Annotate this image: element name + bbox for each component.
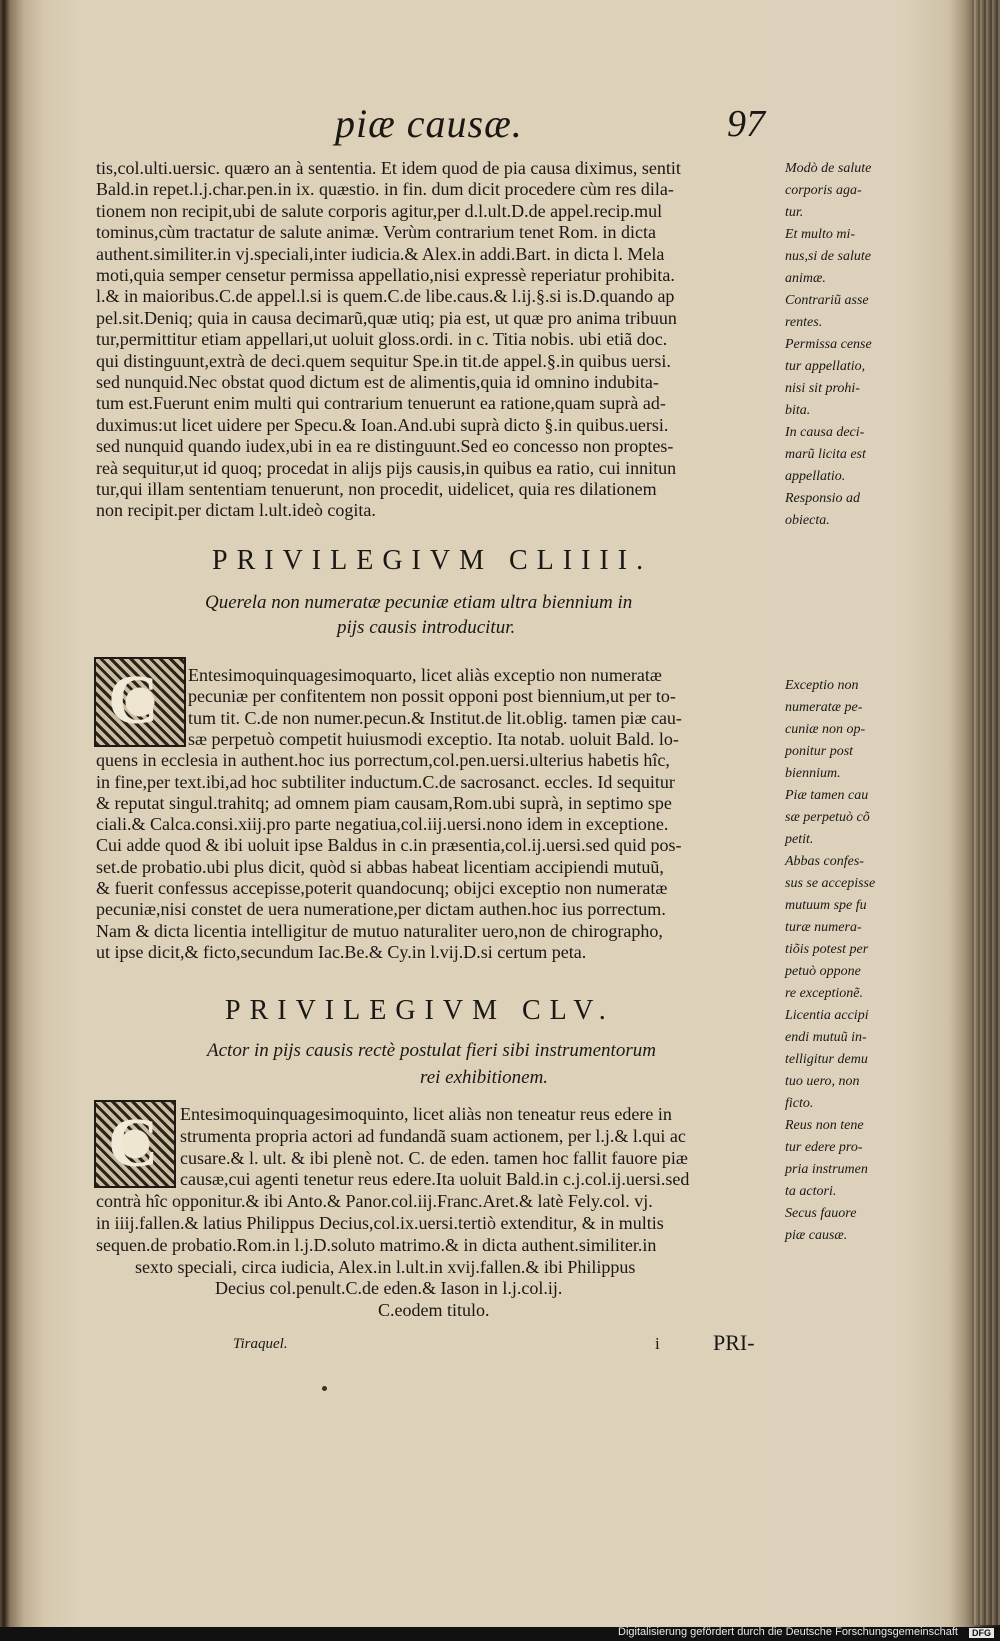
margin-note: sus se accepisse — [785, 876, 876, 891]
text-line: duximus:ut licet uidere per Specu.& Ioan.And.ubi suprà dicto §.in quibus.uersi. — [96, 414, 669, 435]
text-line: cusare.& l. ult. & ibi plenè not. C. de eden. tamen hoc fallit fauore piæ — [180, 1147, 688, 1168]
text-line: non recipit.per dictam l.ult.ideò cogita. — [96, 500, 376, 521]
text-line: in fine,per text.ibi,ad hoc subtiliter inductum.C.de sacrosanct. eccles. Id sequitur — [96, 771, 675, 792]
margin-note: biennium. — [785, 766, 841, 781]
initial-letter: C — [108, 662, 159, 739]
margin-note: sæ perpetuò cõ — [785, 810, 870, 825]
margin-note: nus,si de salute — [785, 249, 871, 264]
text-line: ciali.& Calca.consi.xiij.pro parte negatiua,col.iij.uersi.nono idem in exceptione. — [96, 814, 669, 835]
text-line: sequen.de probatio.Rom.in l.j.D.soluto matrimo.& in dicta authent.similiter.in — [96, 1234, 657, 1255]
text-line: tum tit. C.de non numer.pecun.& Institut.de lit.oblig. tamen piæ cau- — [188, 707, 682, 728]
privilegium-155-heading: PRIVILEGIVM CLV. — [225, 995, 615, 1026]
text-line: C.eodem titulo. — [378, 1300, 490, 1321]
margin-note: Exceptio non — [785, 678, 859, 693]
text-line: tur,permittitur etiam appellari,ut uoluit gloss.ordi. in c. Titia nobis. ubi etiã doc. — [96, 329, 668, 350]
margin-note: tur edere pro- — [785, 1140, 863, 1155]
margin-note: re exceptionẽ. — [785, 986, 863, 1001]
margin-note: appellatio. — [785, 469, 846, 484]
margin-note: Contrariũ asse — [785, 293, 869, 308]
text-line: reà sequitur,ut id quoq; procedat in alijs pijs causis,in quibus ea ratio, cui innitun — [96, 457, 677, 478]
margin-note: Responsio ad — [785, 491, 861, 506]
margin-note: petit. — [785, 832, 814, 847]
text-line: pel.sit.Deniq; quia in causa decimarũ,quæ utiq; pia est, ut quæ pro anima tribuun — [96, 307, 677, 328]
margin-note: Permissa cense — [785, 337, 872, 352]
text-line: causæ,cui agenti tenetur reus edere.Ita uoluit Bald.in c.j.col.ij.uersi.sed — [180, 1169, 690, 1190]
text-line: quens in ecclesia in authent.hoc ius porrectum,col.pen.uersi.ulterius habetis hîc, — [96, 750, 670, 771]
margin-note: mutuum spe fu — [785, 898, 867, 913]
text-line: pecuniæ,nisi constet de uera numeratione,per dictam authen.hoc ius porrectum. — [96, 899, 666, 920]
running-title: piæ causæ. — [335, 101, 523, 146]
margin-note: Modò de salute — [785, 161, 872, 176]
decorated-initial-c-2 — [94, 1100, 176, 1188]
margin-note: Abbas confes- — [785, 854, 864, 869]
margin-note: turæ numera- — [785, 920, 862, 935]
margin-note: Reus non tene — [785, 1118, 864, 1133]
privilegium-155-summary-line-1: Actor in pijs causis rectè postulat fieri sibi instrumentorum — [207, 1040, 656, 1061]
margin-note: Piæ tamen cau — [785, 788, 869, 803]
margin-note: rentes. — [785, 315, 823, 330]
margin-note: Et multo mi- — [785, 227, 855, 242]
margin-note: pria instrumen — [785, 1162, 868, 1177]
catchword: PRI- — [713, 1330, 755, 1355]
text-line: & reputat singul.trahitq; ad omnem piam causam,Rom.ubi suprà, in septimo spe — [96, 792, 672, 813]
privilegium-155-summary-line-2: rei exhibitionem. — [420, 1067, 549, 1088]
margin-note: cuniæ non op- — [785, 722, 866, 737]
text-line: Bald.in repet.l.j.char.pen.in ix. quæstio. in fin. dum dicit procedere cùm res dila- — [96, 179, 674, 200]
attribution-text: Digitalisierung gefördert durch die Deutsche Forschungsgemeinschaft — [618, 1626, 958, 1638]
margin-note: tuo uero, non — [785, 1074, 860, 1089]
margin-note: Secus fauore — [785, 1206, 857, 1221]
text-line: strumenta propria actori ad fundandã suam actionem, per l.j.& l.qui ac — [180, 1125, 686, 1146]
margin-note: ponitur post — [785, 744, 854, 759]
text-line: tur,qui illam sententiam tenuerunt, non procedit, uidelicet, quia res dilationem — [96, 479, 657, 499]
margin-note: In causa deci- — [785, 425, 865, 440]
margin-note: ficto. — [785, 1096, 814, 1111]
dfg-logo: DFG — [969, 1628, 994, 1638]
margin-note: endi mutuũ in- — [785, 1030, 867, 1045]
text-line: tominus,cùm tractatur de salute animæ. Verùm contrarium tenet Rom. in dicta — [96, 222, 657, 243]
sheet-mark: i — [655, 1334, 660, 1353]
text-line: in iiij.fallen.& latius Philippus Decius,col.ix.uersi.tertiò extenditur, & in multis — [96, 1213, 664, 1233]
text-line: sed nunquid quando iudex,ubi in ea re distinguunt.Sed eo concesso non proptes- — [96, 436, 674, 457]
ink-speck — [322, 1386, 327, 1391]
text-line: tionem non recipit,ubi de salute corporis agitur,per d.l.ult.D.de appel.recip.mul — [96, 200, 663, 221]
text-line: sæ perpetuò competit huiusmodi exceptio. Ita notab. uoluit Bald. lo- — [188, 728, 679, 749]
margin-note: bita. — [785, 403, 811, 418]
margin-note: numeratæ pe- — [785, 700, 863, 715]
privilegium-154-heading: PRIVILEGIVM CLIIII. — [212, 545, 653, 576]
margin-note: ta actori. — [785, 1184, 837, 1199]
text-line: contrà hîc opponitur.& ibi Anto.& Panor.col.iij.Franc.Aret.& latè Fely.col. vj. — [96, 1191, 653, 1212]
margin-note: obiecta. — [785, 513, 830, 528]
text-line: Decius col.penult.C.de eden.& Iason in l.j.col.ij. — [215, 1278, 563, 1299]
margin-note: tiõis potest per — [785, 942, 869, 957]
margin-note: piæ causæ. — [785, 1228, 848, 1243]
text-line: tum est.Fuerunt enim multi qui contrarium tenuerunt ea ratione,quam suprà ad- — [96, 393, 666, 414]
text-line: pecuniæ per confitentem non possit opponi post biennium,ut per to- — [188, 686, 676, 707]
text-line: sexto speciali, circa iudicia, Alex.in l.ult.in xvij.fallen.& ibi Philippus — [135, 1256, 636, 1277]
margin-note: petuò oppone — [785, 964, 861, 979]
privilegium-154-summary-line-1: Querela non numeratæ pecuniæ etiam ultra biennium in — [205, 592, 633, 613]
text-line: & fuerit confessus accepisse,poterit quandocunq; obijci exceptio non numeratæ — [96, 878, 668, 898]
text-line: l.& in maioribus.C.de appel.l.si is quem.C.de libe.caus.& l.ij.§.si is.D.quando ap — [96, 286, 675, 307]
text-line: ut ipse dicit,& ficto,secundum Iac.Be.& Cy.in l.vij.D.si certum peta. — [96, 941, 587, 962]
margin-note: corporis aga- — [785, 183, 862, 198]
text-line: sed nunquid.Nec obstat quod dictum est de alimentis,quia id omnino indubita- — [96, 372, 659, 392]
margin-note: marũ licita est — [785, 447, 866, 462]
text-line: Entesimoquinquagesimoquinto, licet aliàs non teneatur reus edere in — [180, 1104, 672, 1124]
text-line: Entesimoquinquagesimoquarto, licet aliàs exceptio non numeratæ — [188, 665, 662, 685]
initial-letter-2: C — [108, 1105, 159, 1182]
signature-mark: Tiraquel. — [233, 1336, 288, 1352]
margin-note: animæ. — [785, 271, 826, 286]
text-line: authent.similiter.in vj.speciali,inter iudicia.& Alex.in addi.Bart. in dicta l. Mela — [96, 243, 665, 264]
privilegium-154-summary-line-2: pijs causis introducitur. — [337, 617, 516, 638]
text-line: qui distinguunt,extrà de deci.quem sequitur Spe.in tit.de appel.§.in quibus uersi. — [96, 350, 671, 371]
margin-note: tur. — [785, 205, 804, 220]
decorated-initial-c — [94, 657, 186, 747]
text-line: Nam & dicta licentia intelligitur de mutuo naturaliter uero,non de chirographo, — [96, 920, 663, 941]
text-line: moti,quia semper censetur permissa appellatio,nisi expressè reperiatur prohibita. — [96, 265, 675, 285]
text-line: set.de probatio.ubi plus dicit, quòd si abbas habeat licentiam accipiendi mutuũ, — [96, 856, 664, 877]
margin-note: tur appellatio, — [785, 359, 866, 374]
folio-number: 97 — [727, 103, 765, 145]
margin-note: telligitur demu — [785, 1052, 868, 1067]
text-line: Cui adde quod & ibi uoluit ipse Baldus in c.in præsentia,col.ij.uersi.sed quid pos- — [96, 835, 682, 856]
text-line: tis,col.ulti.uersic. quæro an à sententia. Et idem quod de pia causa diximus, sentit — [96, 158, 681, 178]
margin-note: Licentia accipi — [785, 1008, 869, 1023]
margin-note: nisi sit prohi- — [785, 381, 860, 396]
